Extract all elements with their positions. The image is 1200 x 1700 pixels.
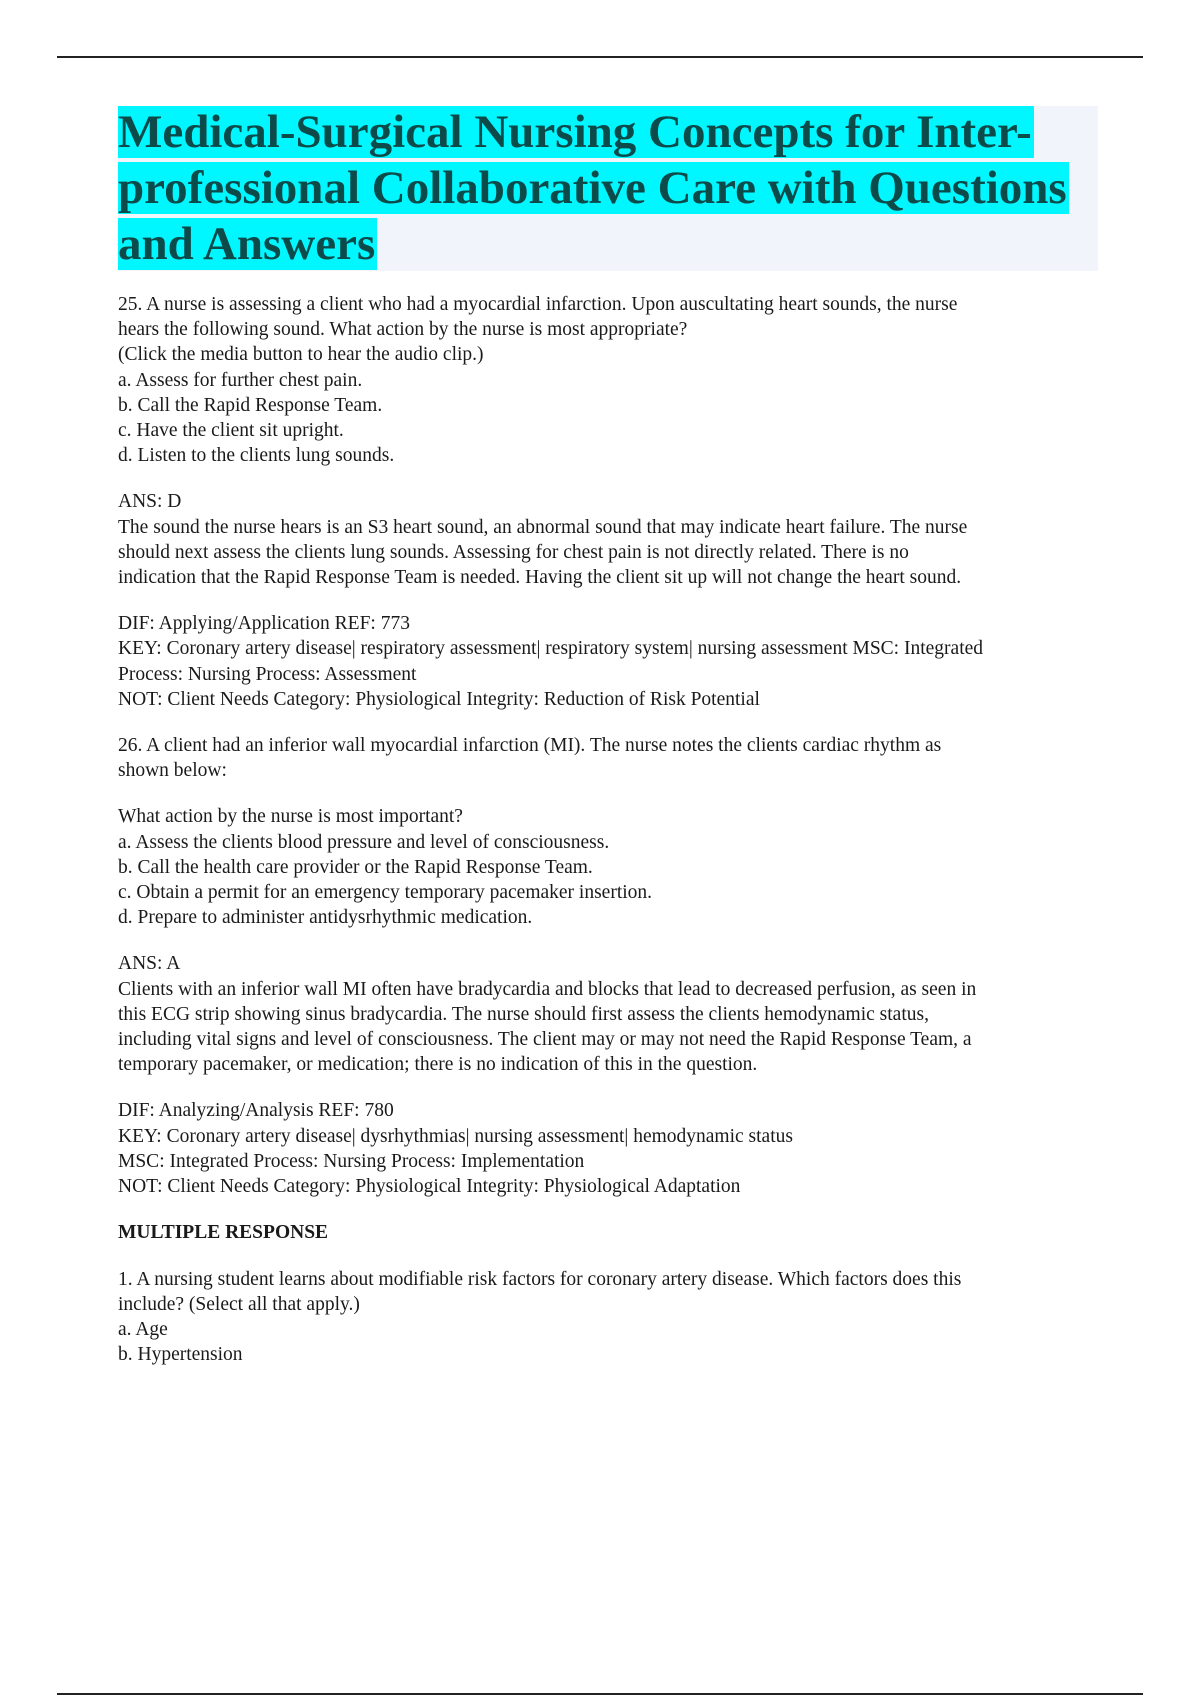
bottom-rule <box>57 1693 1143 1695</box>
title-line-1: Medical-Surgical Nursing Concepts for Inter- <box>118 106 1032 158</box>
answer-options <box>118 1317 1078 1367</box>
client-needs: NOT: Client Needs Category: Physiological Integrity: Physiological Adaptation <box>118 1176 741 1198</box>
option-a: a. Assess for further chest pain. <box>118 369 363 391</box>
option-a: a. Age <box>118 1318 168 1340</box>
title-line-2: professional Collaborative Care with Questions <box>118 162 1067 214</box>
answer-key: ANS: D <box>118 491 182 513</box>
top-rule <box>57 56 1143 58</box>
difficulty-ref: DIF: Analyzing/Analysis REF: 780 <box>118 1100 394 1122</box>
difficulty-ref: DIF: Applying/Application REF: 773 <box>118 613 410 635</box>
question-mr-1 <box>118 1267 1078 1368</box>
question-stem: 25. A nurse is assessing a client who had a myocardial infarction. Upon auscultating heart sounds, the nurse <box>118 294 958 315</box>
keywords: KEY: Coronary artery disease| respiratory assessment| respiratory system| nursing assessment MSC: Integrated <box>118 638 984 660</box>
rationale-line: this ECG strip showing sinus bradycardia. The nurse should first assess the clients hemodynamic status, <box>118 1003 929 1025</box>
option-d: d. Prepare to administer antidysrhythmic medication. <box>118 907 533 929</box>
keywords: KEY: Coronary artery disease| dysrhythmias| nursing assessment| hemodynamic status <box>118 1125 793 1147</box>
rationale-line: including vital signs and level of consciousness. The client may or may not need the Rapid Response Team, a <box>118 1029 972 1051</box>
question-26 <box>118 733 1078 1199</box>
question-stem: 26. A client had an inferior wall myocardial infarction (MI). The nurse notes the clients cardiac rhythm as <box>118 735 942 757</box>
option-c: c. Obtain a permit for an emergency temporary pacemaker insertion. <box>118 882 653 904</box>
document-title <box>118 104 1108 272</box>
option-b: b. Hypertension <box>118 1344 243 1366</box>
answer-options <box>118 830 1078 931</box>
question-stem: hears the following sound. What action by the nurse is most appropriate? <box>118 319 688 341</box>
option-c: c. Have the client sit upright. <box>118 420 344 442</box>
option-a: a. Assess the clients blood pressure and level of consciousness. <box>118 831 610 853</box>
answer-key: ANS: A <box>118 953 181 975</box>
question-instruction: (Click the media button to hear the audio clip.) <box>118 344 484 366</box>
section-heading: MULTIPLE RESPONSE <box>118 1222 329 1244</box>
integrated-process: MSC: Integrated Process: Nursing Process: Implementation <box>118 1150 585 1172</box>
title-line-3: and Answers <box>118 218 376 270</box>
question-25 <box>118 292 1078 712</box>
rationale-line: The sound the nurse hears is an S3 heart sound, an abnormal sound that may indicate heart failure. The nurse <box>118 516 968 538</box>
question-prompt: What action by the nurse is most important? <box>118 806 463 828</box>
question-stem: include? (Select all that apply.) <box>118 1293 360 1315</box>
answer-options <box>118 368 1078 469</box>
option-d: d. Listen to the clients lung sounds. <box>118 445 395 467</box>
question-stem: shown below: <box>118 760 227 782</box>
keywords-cont: Process: Nursing Process: Assessment <box>118 663 417 685</box>
option-b: b. Call the health care provider or the Rapid Response Team. <box>118 856 593 878</box>
option-b: b. Call the Rapid Response Team. <box>118 394 383 416</box>
rationale-line: temporary pacemaker, or medication; there is no indication of this in the question. <box>118 1054 758 1076</box>
rationale-line: indication that the Rapid Response Team is needed. Having the client sit up will not change the heart sound. <box>118 567 962 589</box>
rationale-line: should next assess the clients lung sounds. Assessing for chest pain is not directly related. There is no <box>118 541 909 563</box>
document-body <box>118 292 1078 1367</box>
client-needs: NOT: Client Needs Category: Physiological Integrity: Reduction of Risk Potential <box>118 688 760 710</box>
question-stem: 1. A nursing student learns about modifiable risk factors for coronary artery disease. Which factors does this <box>118 1268 962 1290</box>
rationale-line: Clients with an inferior wall MI often have bradycardia and blocks that lead to decreased perfusion, as seen in <box>118 978 977 1000</box>
